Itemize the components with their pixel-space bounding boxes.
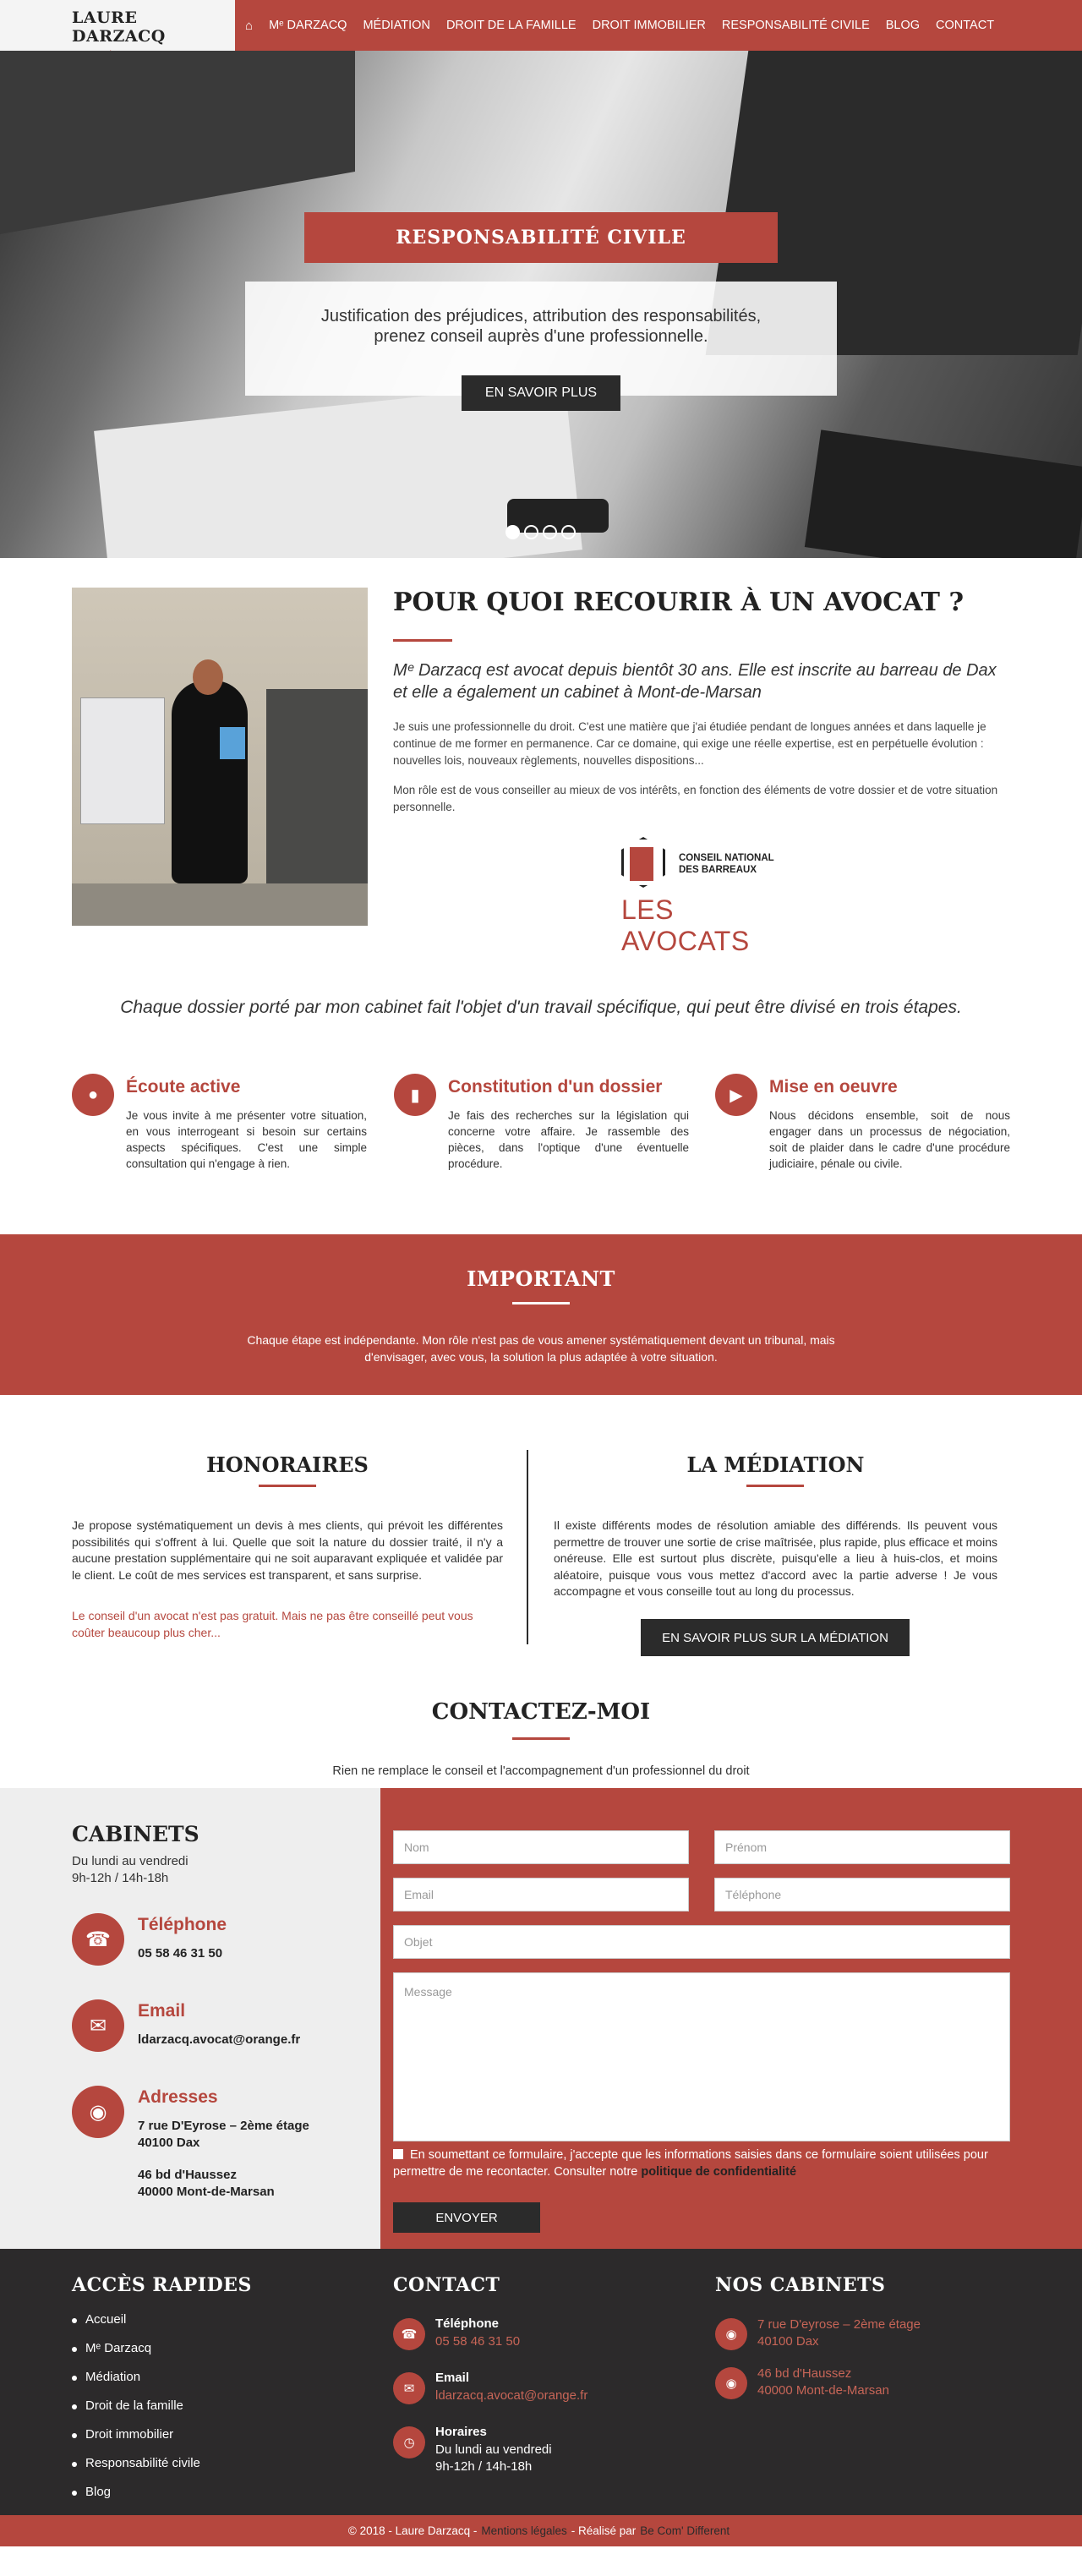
privacy-policy-link[interactable]: politique de confidentialité xyxy=(641,2165,797,2179)
contact-form-section xyxy=(0,1788,1082,2249)
hero-description: Justification des préjudices, attribution des responsabilités, prenez conseil auprès d'une professionnelle. xyxy=(320,307,762,346)
step-title: Mise en oeuvre xyxy=(769,1077,898,1097)
divider xyxy=(512,1302,570,1304)
intro-heading: POUR QUOI RECOURIR À UN AVOCAT ? xyxy=(393,588,965,617)
chat-bubble-icon: ● xyxy=(72,1074,114,1116)
envelope-icon: ✉ xyxy=(72,1999,124,2052)
divider xyxy=(393,639,452,642)
submit-button[interactable]: ENVOYER xyxy=(393,2202,540,2233)
copyright-bar xyxy=(0,2515,1082,2546)
consent-text: En soumettant ce formulaire, j'accepte que les informations saisies dans ce formulaire soient utilisées pour permettre de me recontacter. Consulter notre xyxy=(393,2148,988,2179)
play-icon: ▶ xyxy=(715,1074,757,1116)
clock-icon: ◷ xyxy=(393,2426,425,2458)
main-nav xyxy=(245,0,1010,51)
footer-link-famille[interactable]: Droit de la famille xyxy=(72,2398,200,2427)
consent-checkbox[interactable] xyxy=(393,2149,403,2159)
phone-icon: ☎ xyxy=(393,2318,425,2350)
nav-mediation[interactable]: MÉDIATION xyxy=(363,19,430,32)
contact-intro-section xyxy=(0,1661,1082,1788)
logo-name: LAURE DARZACQ xyxy=(72,8,166,46)
contact-subtitle: Rien ne remplace le conseil et l'accompagnement d'un professionnel du droit xyxy=(332,1764,750,1778)
intro-paragraph: Mon rôle est de vous conseiller au mieux de vos intérêts, en fonction des éléments de votre dossier et de votre situation personnelle. xyxy=(393,784,998,813)
footer-cabinets-heading: NOS CABINETS xyxy=(715,2274,886,2296)
footer-link-accueil[interactable]: Accueil xyxy=(72,2312,200,2341)
mediation-text: Il existe différents modes de résolution amiable des différends. Ils peuvent vous permettre de trouver une sortie de crise maîtrisée, plus rapide, plus efficace et moins onéreuse. Elle est surtout plus discrète, puisqu'elle a lieu à huis-clos, et moins aléatoire, puisque vous vous mettez d'accord avec la partie adverse ! Je vous accompagne et vous conseille tout au long du processus. xyxy=(554,1518,997,1598)
slider-dot[interactable] xyxy=(505,525,520,539)
footer-email-address[interactable]: ldarzacq.avocat@orange.fr xyxy=(435,2388,588,2403)
address-label: Adresses xyxy=(138,2087,218,2107)
cabinets-hours xyxy=(72,1853,189,1887)
hero-title: RESPONSABILITÉ CIVILE xyxy=(304,212,778,263)
cnb-logo xyxy=(621,837,790,956)
intro-section xyxy=(0,558,1082,956)
footer-contact-heading: CONTACT xyxy=(393,2274,500,2296)
intro-lead: Mᵉ Darzacq est avocat depuis bientôt 30 ans. Elle est inscrite au barreau de Dax et elle a également un cabinet à Mont-de-Marsan xyxy=(393,661,997,702)
honoraires-heading: HONORAIRES xyxy=(206,1452,369,1477)
footer-link-responsabilite[interactable]: Responsabilité civile xyxy=(72,2456,200,2485)
nav-blog[interactable]: BLOG xyxy=(885,19,921,32)
mediation-learn-more-button[interactable]: EN SAVOIR PLUS SUR LA MÉDIATION xyxy=(641,1619,910,1656)
step-text: Je fais des recherches sur la législation qui concerne votre affaire. Je rassemble des pièces, dans l'optique d'une éventuelle procédure. xyxy=(448,1109,689,1170)
cabinets-heading: CABINETS xyxy=(72,1822,199,1846)
legal-notice-link[interactable]: Mentions légales xyxy=(481,2524,567,2537)
objet-input[interactable]: Objet xyxy=(393,1925,1010,1959)
divider xyxy=(746,1485,804,1487)
nav-droit-immobilier[interactable]: DROIT IMMOBILIER xyxy=(592,19,706,32)
phone-number[interactable]: 05 58 46 31 50 xyxy=(138,1946,223,1961)
cnb-line: DES BARREAUX xyxy=(679,865,757,875)
step-text: Nous décidons ensemble, soit de nous engager dans un processus de négociation, soit de plaider dans le cadre d'une procédure judiciaire, pénale ou civile. xyxy=(769,1109,1010,1170)
phone-label: Téléphone xyxy=(138,1915,227,1934)
hero-learn-more-button[interactable]: EN SAVOIR PLUS xyxy=(462,375,620,411)
step-title: Constitution d'un dossier xyxy=(448,1077,663,1097)
email-address[interactable]: ldarzacq.avocat@orange.fr xyxy=(138,2032,301,2047)
important-text: Chaque étape est indépendante. Mon rôle n'est pas de vous amener systématiquement devant un tribunal, mais d'envisager, avec vous, la solution la plus adaptée à votre situation. xyxy=(247,1333,835,1364)
hero-bg-shape xyxy=(805,429,1082,558)
message-textarea[interactable]: Message xyxy=(393,1972,1010,2141)
agency-link[interactable]: Be Com' Different xyxy=(640,2524,730,2537)
envelope-icon: ✉ xyxy=(393,2372,425,2404)
contact-heading: CONTACTEZ-MOI xyxy=(431,1699,651,1725)
lawyer-photo xyxy=(72,588,368,926)
home-icon[interactable]: ⌂ xyxy=(245,18,254,33)
footer-link-darzacq[interactable]: Mᵉ Darzacq xyxy=(72,2341,200,2370)
footer-link-mediation[interactable]: Médiation xyxy=(72,2370,200,2398)
footer-hours-label: Horaires xyxy=(435,2425,487,2439)
footer-link-immobilier[interactable]: Droit immobilier xyxy=(72,2427,200,2456)
cnb-wordmark: LES AVOCATS xyxy=(621,894,750,956)
email-label: Email xyxy=(138,2001,186,2021)
phone-icon: ☎ xyxy=(72,1913,124,1966)
hours-time: 9h-12h / 14h-18h xyxy=(72,1871,169,1885)
quote-section xyxy=(0,947,1082,1074)
important-heading: IMPORTANT xyxy=(467,1266,615,1291)
footer-phone-number[interactable]: 05 58 46 31 50 xyxy=(435,2334,521,2349)
column-divider xyxy=(527,1450,528,1644)
footer-email-label: Email xyxy=(435,2371,470,2385)
hours-days: Du lundi au vendredi xyxy=(72,1854,189,1868)
footer-links xyxy=(72,2312,200,2513)
site-footer: ACCÈS RAPIDES Accueil Mᵉ Darzacq Médiation Droit de la famille Droit immobilier Responsabilité civile Blog CONTACT ☎ Téléphone 05 58 46 31 50 ✉ Email ldarzacq.avocat@orange.fr ◷ Horaires Du lundi au vendredi 9h-12h / 14h-18h NOS CABINETS ◉ 7 rue D'eyrose – 2ème étage 40100 Dax ◉ 46 bd d'Haussez 40000 Mont-de-Marsan xyxy=(0,2249,1082,2515)
important-section xyxy=(0,1234,1082,1395)
consent-row xyxy=(393,2147,1019,2180)
credit-text: - Réalisé par xyxy=(571,2524,637,2537)
cabinets-panel xyxy=(0,1788,380,2249)
address-dax: 7 rue D'Eyrose – 2ème étage 40100 Dax 46 bd d'Haussez 40000 Mont-de-Marsan xyxy=(138,2119,309,2199)
prenom-input[interactable]: Prénom xyxy=(714,1830,1010,1864)
divider xyxy=(259,1485,316,1487)
site-logo[interactable] xyxy=(0,0,235,51)
hero-slider xyxy=(0,51,1082,558)
hero-bg-shape xyxy=(0,51,355,234)
honoraires-text: Je propose systématiquement un devis à mes clients, qui prévoit les différentes possibilités qui s'offrent à lui. Quelle que soit la nature du dossier traité, il n'y a aucune prestation supplémentaire qui ne soit auparavant expliquée et validée par le client. Le coût de mes services est transparent, et sans surprise. xyxy=(72,1518,503,1582)
cnb-line: CONSEIL NATIONAL xyxy=(679,853,774,863)
footer-hours-text: Du lundi au vendredi 9h-12h / 14h-18h xyxy=(435,2442,552,2474)
site-header xyxy=(0,0,1082,51)
footer-phone-label: Téléphone xyxy=(435,2316,500,2331)
fees-mediation-section xyxy=(0,1395,1082,1661)
intro-paragraph: Je suis une professionnelle du droit. C'est une matière que j'ai étudiée pendant de longues années et dans laquelle je continue de me former en permanence. Car ce domaine, qui exige une réelle expertise, est en perpétuelle évolution : nouvelles lois, nouveaux règlements, nouvelles dispositions... xyxy=(393,720,986,767)
nom-input[interactable]: Nom xyxy=(393,1830,689,1864)
divider xyxy=(512,1737,570,1740)
slider-dot[interactable] xyxy=(543,525,557,539)
slider-dot[interactable] xyxy=(524,525,538,539)
nav-contact[interactable]: CONTACT xyxy=(936,19,995,32)
nav-darzacq[interactable]: Mᵉ DARZACQ xyxy=(269,19,347,32)
copyright-text: © 2018 - Laure Darzacq - xyxy=(347,2524,478,2537)
email-input[interactable]: Email xyxy=(393,1878,689,1911)
quote-text: Chaque dossier porté par mon cabinet fait l'objet d'un travail spécifique, qui peut être divisé en trois étapes. xyxy=(120,998,962,1017)
slider-dot[interactable] xyxy=(561,525,576,539)
footer-quick-heading: ACCÈS RAPIDES xyxy=(72,2274,252,2296)
map-pin-icon: ◉ xyxy=(72,2086,124,2138)
honoraires-remark: Le conseil d'un avocat n'est pas gratuit. Mais ne pas être conseillé peut vous coûter beaucoup plus cher... xyxy=(72,1609,473,1639)
step-text: Je vous invite à me présenter votre situation, en vous interrogeant si besoin sur certains aspects spécifiques. C'est une simple consultation qui n'engage à rien. xyxy=(126,1109,367,1170)
map-pin-icon: ◉ xyxy=(715,2367,747,2399)
step-title: Écoute active xyxy=(126,1077,241,1097)
mediation-heading: LA MÉDIATION xyxy=(686,1452,865,1477)
map-pin-icon: ◉ xyxy=(715,2318,747,2350)
nav-droit-famille[interactable]: DROIT DE LA FAMILLE xyxy=(445,19,577,32)
steps-section xyxy=(0,1074,1082,1234)
telephone-input[interactable]: Téléphone xyxy=(714,1878,1010,1911)
file-icon: ▮ xyxy=(394,1074,436,1116)
slider-dots xyxy=(505,525,576,539)
nav-responsabilite-civile[interactable]: RESPONSABILITÉ CIVILE xyxy=(721,19,870,32)
footer-link-blog[interactable]: Blog xyxy=(72,2485,200,2513)
